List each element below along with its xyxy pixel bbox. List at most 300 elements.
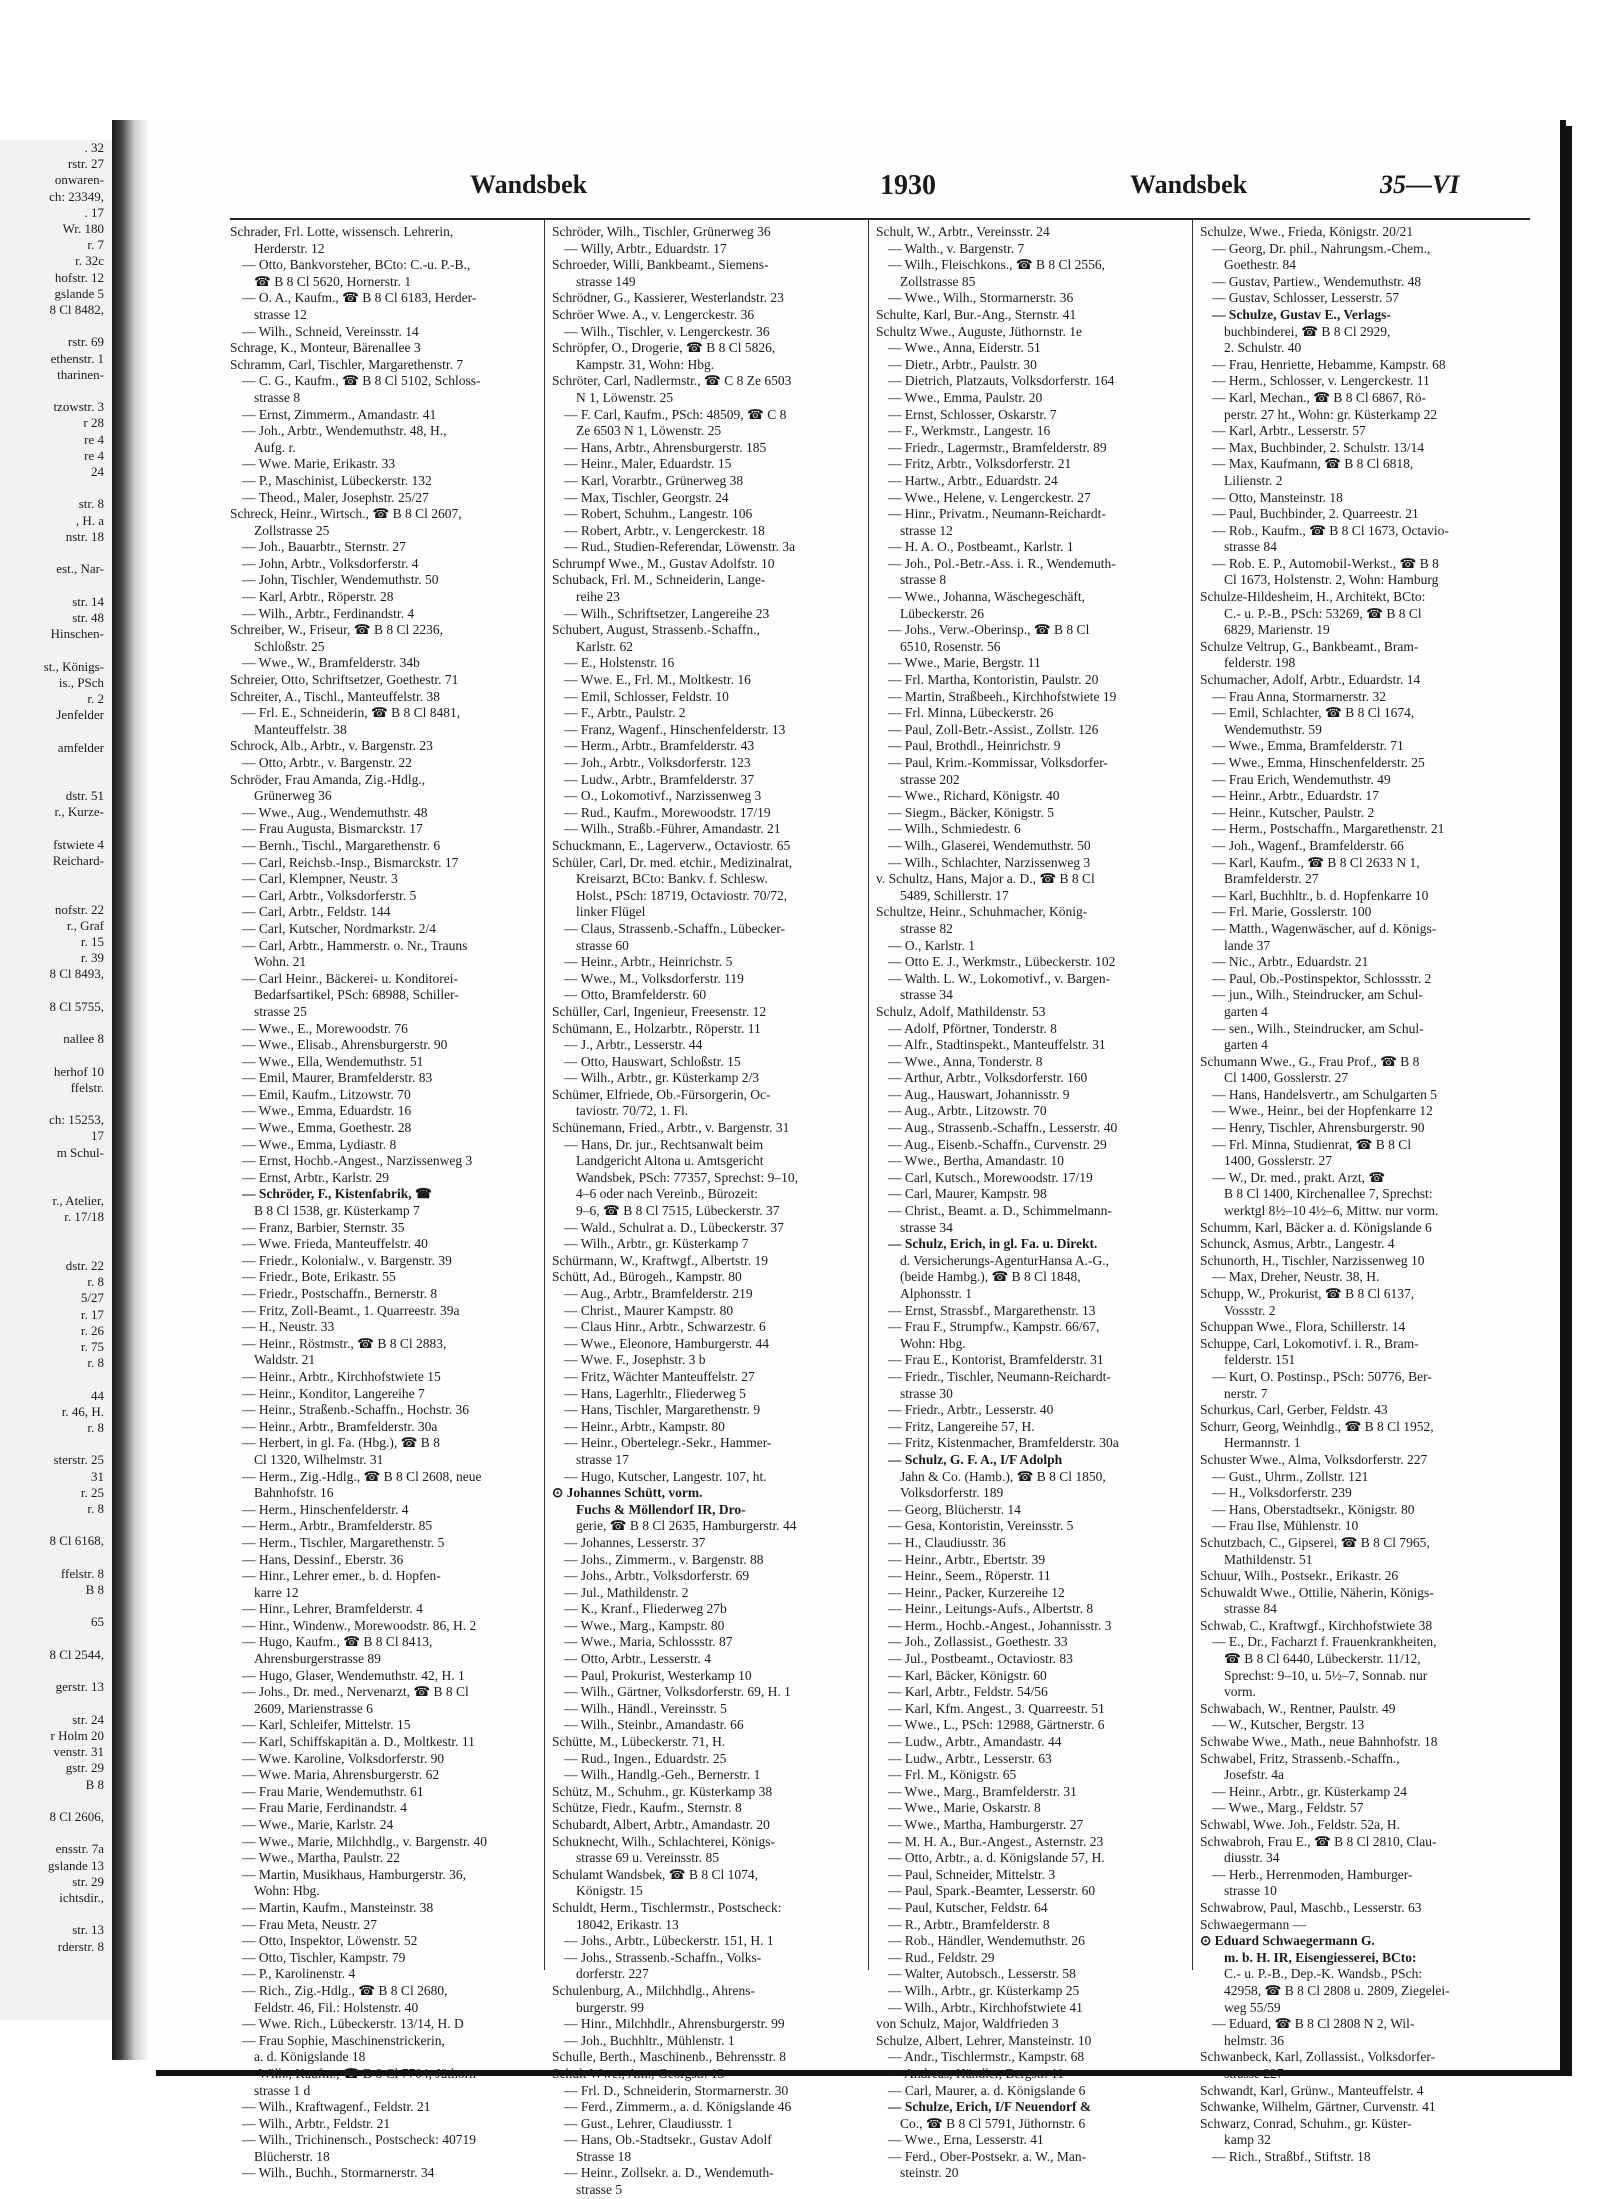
remnant-line bbox=[0, 318, 112, 334]
directory-entry: — Hinr., Windenw., Morewoodstr. 86, H. 2 bbox=[242, 1617, 477, 1633]
directory-entry: — Jul., Mathildenstr. 2 bbox=[564, 1584, 689, 1600]
directory-entry: — Walth., v. Bargenstr. 7 bbox=[888, 240, 1025, 256]
directory-entry: — Wwe., Helene, v. Lengerckestr. 27 bbox=[888, 489, 1091, 505]
directory-entry: — Frau F., Strumpfw., Kampstr. 66/67, bbox=[888, 1319, 1100, 1335]
directory-entry: ☎ B 8 Cl 5620, Hornerstr. 1 bbox=[254, 273, 412, 289]
directory-entry: — Ernst, Zimmerm., Amandastr. 41 bbox=[242, 406, 437, 422]
directory-entry: — Friedr., Tischler, Neumann-Reichardt- bbox=[888, 1368, 1111, 1384]
directory-entry: — Claus, Strassenb.-Schaffn., Lübecker- bbox=[564, 920, 786, 936]
directory-entry: — Wwe., Richard, Königstr. 40 bbox=[888, 788, 1060, 804]
directory-entry: — Johs., Zimmerm., v. Bargenstr. 88 bbox=[564, 1551, 764, 1567]
directory-entry: — Fritz, Zoll-Beamt., 1. Quarreestr. 39a bbox=[242, 1302, 460, 1318]
directory-entry: — J., Arbtr., Lesserstr. 44 bbox=[564, 1037, 703, 1053]
directory-entry: — Wwe., Emma, Eduardstr. 16 bbox=[242, 1103, 412, 1119]
directory-entry: — Karl, Bäcker, Königstr. 60 bbox=[888, 1667, 1047, 1683]
directory-entry: Schulenburg, A., Milchhdlg., Ahrens- bbox=[552, 1982, 755, 1998]
column-divider bbox=[1192, 220, 1193, 1970]
directory-entry: — Otto, Arbtr., v. Bargenstr. 22 bbox=[242, 755, 412, 770]
remnant-line bbox=[0, 821, 112, 837]
directory-entry: Schrader, Frl. Lotte, wissensch. Lehrerin, bbox=[230, 224, 454, 239]
directory-entry: linker Flügel bbox=[576, 904, 646, 920]
directory-entry: — Wwe. Frieda, Manteuffelstr. 40 bbox=[242, 1236, 428, 1252]
remnant-line: 8 Cl 5755, bbox=[49, 998, 104, 1014]
directory-entry: — Wilh., Schmiedestr. 6 bbox=[888, 821, 1021, 837]
remnant-line: 8 Cl 8493, bbox=[49, 966, 104, 982]
directory-entry: — Friedr., Kolonialw., v. Bargenstr. 39 bbox=[242, 1252, 452, 1268]
directory-entry: — Rob. E. P., Automobil-Werkst., ☎ B 8 bbox=[1212, 555, 1439, 571]
remnant-line: 8 Cl 2606, bbox=[49, 1808, 104, 1824]
directory-entry: — Wald., Schulrat a. D., Lübeckerstr. 37 bbox=[564, 1219, 784, 1235]
directory-entry: — Wilh., Steinbr., Amandastr. 66 bbox=[564, 1717, 744, 1733]
directory-entry: Schulz, Adolf, Mathildenstr. 53 bbox=[876, 1003, 1046, 1019]
remnant-line: 24 bbox=[91, 464, 104, 480]
directory-entry: — Georg, Dr. phil., Nahrungsm.-Chem., bbox=[1212, 240, 1431, 256]
directory-entry: — Wwe., Marie, Milchhdlg., v. Bargenstr. 40 bbox=[242, 1833, 487, 1849]
directory-entry: — Carl, Arbtr., Feldstr. 144 bbox=[242, 904, 391, 920]
directory-entry: 18042, Erikastr. 13 bbox=[576, 1916, 679, 1932]
directory-entry: B 8 Cl 1400, Kirchenallee 7, Sprechst: bbox=[1224, 1186, 1433, 1202]
directory-entry: Bedarfsartikel, PSch: 68988, Schiller- bbox=[254, 987, 459, 1003]
directory-entry: — Paul, Buchbinder, 2. Quarreestr. 21 bbox=[1212, 506, 1419, 522]
directory-entry: Bahnhofstr. 16 bbox=[254, 1485, 334, 1501]
directory-entry: — Wilh., Arbtr., gr. Küsterkamp 2/3 bbox=[564, 1070, 759, 1086]
directory-entry: — Heinr., Arbtr., Eduardstr. 17 bbox=[1212, 788, 1379, 804]
remnant-line: r. 17/18 bbox=[64, 1209, 104, 1225]
directory-entry: — Wwe., Johanna, Wäschegeschäft, bbox=[888, 589, 1086, 605]
directory-entry: Schutzbach, C., Gipserei, ☎ B 8 Cl 7965, bbox=[1200, 1534, 1430, 1550]
directory-entry: Schulze, Wwe., Frieda, Königstr. 20/21 bbox=[1200, 224, 1414, 239]
directory-entry: Ze 6503 N 1, Löwenstr. 25 bbox=[576, 423, 722, 439]
directory-entry: strasse 10 bbox=[1224, 1883, 1277, 1899]
directory-entry: Schwanke, Wilhelm, Gärtner, Curvenstr. 41 bbox=[1200, 2099, 1436, 2115]
directory-entry: — Wwe., Martha, Hamburgerstr. 27 bbox=[888, 1817, 1084, 1832]
remnant-line bbox=[0, 1517, 112, 1533]
directory-entry: Schurkus, Carl, Gerber, Feldstr. 43 bbox=[1200, 1402, 1388, 1418]
remnant-line bbox=[0, 1906, 112, 1922]
remnant-line: r. 8 bbox=[87, 1501, 104, 1517]
directory-entry: — Rud., Kaufm., Morewoodstr. 17/19 bbox=[564, 804, 771, 820]
remnant-line: r. 8 bbox=[87, 1355, 104, 1371]
directory-entry: — Carl, Arbtr., Volksdorferstr. 5 bbox=[242, 887, 417, 903]
directory-entry: Schwabe Wwe., Math., neue Bahnhofstr. 18 bbox=[1200, 1734, 1438, 1750]
directory-entry: — Wwe., Bertha, Amandastr. 10 bbox=[888, 1153, 1064, 1169]
directory-entry: — Wwe., Emma, Hinschenfelderstr. 25 bbox=[1212, 755, 1425, 770]
directory-entry: — Aug., Arbtr., Bramfelderstr. 219 bbox=[564, 1286, 753, 1301]
directory-entry: — Wwe., Marie, Karlstr. 24 bbox=[242, 1817, 394, 1832]
directory-entry: — Paul, Spark.-Beamter, Lesserstr. 60 bbox=[888, 1883, 1096, 1899]
directory-entry: — Heinr., Zollsekr. a. D., Wendemuth- bbox=[564, 2165, 774, 2181]
directory-entry: — Hinr., Privatm., Neumann-Reichardt- bbox=[888, 506, 1106, 522]
directory-entry: Kampstr. 31, Wohn: Hbg. bbox=[576, 356, 715, 372]
directory-entry: Schroeder, Willi, Bankbeamt., Siemens- bbox=[552, 257, 769, 273]
directory-entry: — Hans, Tischler, Margarethenstr. 9 bbox=[564, 1402, 761, 1418]
directory-entry: Schwabel, Fritz, Strassenb.-Schaffn., bbox=[1200, 1750, 1400, 1766]
directory-entry: Schuster Wwe., Alma, Volksdorferstr. 227 bbox=[1200, 1451, 1428, 1467]
directory-entry: — Karl, Schleifer, Mittelstr. 15 bbox=[242, 1717, 411, 1733]
remnant-line: ch: 15253, bbox=[49, 1112, 104, 1128]
remnant-line: r. 25 bbox=[80, 1484, 104, 1500]
directory-entry: — Frau Erich, Wendemuthstr. 49 bbox=[1212, 771, 1391, 787]
directory-entry: Schütz, M., Schuhm., gr. Küsterkamp 38 bbox=[552, 1783, 773, 1799]
directory-entry: — Frau Meta, Neustr. 27 bbox=[242, 1916, 377, 1932]
remnant-line bbox=[0, 1177, 112, 1193]
directory-columns bbox=[230, 218, 1530, 2198]
remnant-line: 31 bbox=[91, 1468, 104, 1484]
directory-entry: — Paul, Ob.-Postinspektor, Schlossstr. 2 bbox=[1212, 970, 1432, 986]
directory-entry: Wohn: Hbg. bbox=[254, 1883, 320, 1899]
remnant-line: 65 bbox=[91, 1614, 104, 1630]
remnant-line: r., Kurze- bbox=[54, 804, 104, 820]
directory-entry: — Friedr., Postschaffn., Bernerstr. 8 bbox=[242, 1286, 438, 1301]
remnant-line: r., Atelier, bbox=[52, 1193, 104, 1209]
directory-entry: — F. Carl, Kaufm., PSch: 48509, ☎ C 8 bbox=[564, 406, 787, 422]
directory-entry: — Arthur, Arbtr., Volksdorferstr. 160 bbox=[888, 1070, 1088, 1086]
remnant-line bbox=[0, 1631, 112, 1647]
directory-entry: — Heinr., Straßenb.-Schaffn., Hochstr. 36 bbox=[242, 1402, 469, 1418]
remnant-line: gslande 13 bbox=[48, 1857, 104, 1873]
remnant-line: 44 bbox=[91, 1387, 104, 1403]
directory-entry: Schult, W., Arbtr., Vereinsstr. 24 bbox=[876, 224, 1050, 239]
directory-entry: Schütt, Ad., Bürogeh., Kampstr. 80 bbox=[552, 1269, 742, 1285]
directory-entry: — Carl, Arbtr., Hammerstr. o. Nr., Trauns bbox=[242, 937, 468, 953]
directory-entry: — Wilh., Arbtr., Ferdinandstr. 4 bbox=[242, 605, 415, 621]
directory-entry: Holst., PSch: 18719, Octaviostr. 70/72, bbox=[576, 887, 788, 903]
remnant-line bbox=[0, 1242, 112, 1258]
header-left-title: Wandsbek bbox=[470, 170, 588, 199]
directory-entry: — Wwe. F., Josephstr. 3 b bbox=[564, 1352, 706, 1368]
directory-entry: — Joh., Zollassist., Goethestr. 33 bbox=[888, 1634, 1068, 1650]
directory-entry: — Carl, Maurer, a. d. Königslande 6 bbox=[888, 2082, 1086, 2098]
directory-entry: — Wilh., Arbtr., Kirchhofstwiete 41 bbox=[888, 1999, 1083, 2015]
directory-entry: 42958, ☎ B 8 Cl 2808 u. 2809, Ziegelei- bbox=[1224, 1982, 1450, 1998]
directory-entry: — Otto, Arbtr., a. d. Königslande 57, H. bbox=[888, 1850, 1105, 1866]
directory-entry: — H., Volksdorferstr. 239 bbox=[1212, 1485, 1352, 1501]
directory-entry: Karlstr. 62 bbox=[576, 638, 633, 654]
directory-entry: — Ludw., Arbtr., Bramfelderstr. 37 bbox=[564, 771, 754, 787]
directory-entry: — Carl, Kutsch., Morewoodstr. 17/19 bbox=[888, 1169, 1093, 1185]
directory-entry: — Johannes, Lesserstr. 37 bbox=[564, 1534, 706, 1550]
directory-entry: — Hinr., Lehrer emer., b. d. Hopfen- bbox=[242, 1568, 441, 1584]
remnant-line: 5/27 bbox=[80, 1290, 104, 1306]
remnant-line: hofstr. 12 bbox=[54, 269, 104, 285]
directory-entry: — Heinr., Röstmstr., ☎ B 8 Cl 2883, bbox=[242, 1335, 447, 1351]
directory-entry: — Emil, Schlosser, Feldstr. 10 bbox=[564, 688, 729, 704]
directory-entry: — Johs., Arbtr., Lübeckerstr. 151, H. 1 bbox=[564, 1933, 774, 1949]
directory-entry: — Paul, Zoll-Betr.-Assist., Zollstr. 126 bbox=[888, 721, 1099, 737]
directory-entry: — Wwe., M., Volksdorferstr. 119 bbox=[564, 970, 744, 986]
directory-entry: — Schulze, Erich, I/F Neuendorf & bbox=[888, 2099, 1092, 2115]
remnant-line: 17 bbox=[91, 1128, 104, 1144]
remnant-line: tzowstr. 3 bbox=[53, 399, 104, 415]
directory-entry: Schwabl, Wwe. Joh., Feldstr. 52a, H. bbox=[1200, 1817, 1400, 1832]
directory-entry: Schreiber, W., Friseur, ☎ B 8 Cl 2236, bbox=[230, 622, 443, 638]
directory-entry: — Dietr., Arbtr., Paulstr. 30 bbox=[888, 356, 1037, 372]
directory-entry: — Otto, Mansteinstr. 18 bbox=[1212, 489, 1343, 505]
directory-entry: Schwabrow, Paul, Maschb., Lesserstr. 63 bbox=[1200, 1899, 1422, 1915]
directory-entry: Schumacher, Adolf, Arbtr., Eduardstr. 14 bbox=[1200, 672, 1421, 688]
directory-entry: — Wilh., Schlachter, Narzissenweg 3 bbox=[888, 854, 1091, 870]
directory-entry: — Wilh., Händl., Vereinsstr. 5 bbox=[564, 1700, 727, 1716]
directory-entry: strasse 149 bbox=[576, 273, 636, 289]
directory-entry: — Friedr., Bote, Erikastr. 55 bbox=[242, 1269, 396, 1285]
directory-entry: 9–6, ☎ B 8 Cl 7515, Lübeckerstr. 37 bbox=[576, 1203, 780, 1219]
remnant-line: ichtsdir., bbox=[59, 1889, 104, 1905]
directory-entry: — Wwe., Anna, Eiderstr. 51 bbox=[888, 340, 1041, 356]
directory-entry: — Heinr., Leitungs-Aufs., Albertstr. 8 bbox=[888, 1601, 1094, 1617]
directory-entry: strasse 1 d bbox=[254, 2082, 311, 2098]
directory-entry: — Frau, Henriette, Hebamme, Kampstr. 68 bbox=[1212, 356, 1446, 372]
directory-entry: Manteuffelstr. 38 bbox=[254, 721, 347, 737]
directory-entry: Schuur, Wilh., Postsekr., Erikastr. 26 bbox=[1200, 1568, 1399, 1584]
directory-entry: — Schröder, F., Kistenfabrik, ☎ bbox=[242, 1186, 432, 1202]
remnant-line bbox=[0, 545, 112, 561]
directory-entry: — Wwe., E., Morewoodstr. 76 bbox=[242, 1020, 408, 1036]
directory-entry: Ahrensburgerstrasse 89 bbox=[254, 1651, 381, 1667]
directory-entry: — Joh., Pol.-Betr.-Ass. i. R., Wendemuth- bbox=[888, 555, 1116, 571]
directory-entry: Schrock, Alb., Arbtr., v. Bargenstr. 23 bbox=[230, 738, 433, 754]
remnant-line: rstr. 69 bbox=[67, 334, 104, 350]
directory-entry: — Max, Tischler, Georgstr. 24 bbox=[564, 489, 729, 505]
directory-entry: — Wwe. Maria, Ahrensburgerstr. 62 bbox=[242, 1767, 440, 1783]
directory-entry: — Hugo, Kutscher, Langestr. 107, ht. bbox=[564, 1468, 767, 1484]
remnant-line: fstwiete 4 bbox=[53, 836, 104, 852]
directory-entry: Cl 1400, Gosslerstr. 27 bbox=[1224, 1070, 1349, 1086]
remnant-line: amfelder bbox=[57, 739, 104, 755]
directory-entry: — Wwe., Marg., Feldstr. 57 bbox=[1212, 1800, 1364, 1816]
directory-entry: — Hans, Arbtr., Ahrensburgerstr. 185 bbox=[564, 439, 767, 455]
directory-entry: C.- u. P.-B., PSch: 53269, ☎ B 8 Cl bbox=[1224, 605, 1422, 621]
directory-entry: Schünemann, Fried., Arbtr., v. Bargenstr. 31 bbox=[552, 1120, 790, 1136]
directory-entry: Goethestr. 84 bbox=[1224, 257, 1296, 273]
directory-entry: — Herm., Zig.-Hdlg., ☎ B 8 Cl 2608, neue bbox=[242, 1468, 482, 1484]
directory-entry: N 1, Löwenstr. 25 bbox=[576, 389, 674, 405]
directory-entry: — O. A., Kaufm., ☎ B 8 Cl 6183, Herder- bbox=[242, 290, 477, 306]
directory-entry: Josefstr. 4a bbox=[1224, 1767, 1284, 1783]
directory-entry: Königstr. 15 bbox=[576, 1883, 643, 1899]
directory-entry: — Karl, Kaufm., ☎ B 8 Cl 2633 N 1, bbox=[1212, 854, 1420, 870]
remnant-line: gstr. 29 bbox=[65, 1760, 104, 1776]
directory-entry: Bramfelderstr. 27 bbox=[1224, 871, 1319, 887]
directory-entry: kamp 32 bbox=[1224, 2132, 1271, 2148]
directory-entry: Schwarz, Conrad, Schuhm., gr. Küster- bbox=[1200, 2115, 1412, 2131]
directory-entry: Schuknecht, Wilh., Schlachterei, Königs- bbox=[552, 1833, 776, 1849]
directory-entry: — Herm., Hochb.-Angest., Johannisstr. 3 bbox=[888, 1617, 1112, 1633]
directory-entry: ☎ B 8 Cl 6440, Lübeckerstr. 11/12, bbox=[1224, 1651, 1421, 1667]
directory-entry: Schümer, Elfriede, Ob.-Fürsorgerin, Oc- bbox=[552, 1086, 771, 1102]
directory-entry: strasse 69 u. Vereinsstr. 85 bbox=[576, 1850, 719, 1866]
directory-entry: — Frl. Minna, Studienrat, ☎ B 8 Cl bbox=[1212, 1136, 1412, 1152]
directory-entry: — Gustav, Partiew., Wendemuthstr. 48 bbox=[1212, 273, 1422, 289]
remnant-line bbox=[0, 1015, 112, 1031]
directory-entry: felderstr. 151 bbox=[1224, 1352, 1296, 1368]
directory-entry: — Ferd., Zimmerm., a. d. Königslande 46 bbox=[564, 2099, 792, 2115]
directory-entry: — Carl, Klempner, Neustr. 3 bbox=[242, 871, 398, 887]
remnant-line bbox=[0, 756, 112, 772]
remnant-line bbox=[0, 1663, 112, 1679]
remnant-line: Jenfelder bbox=[56, 707, 104, 723]
directory-entry: — Martin, Straßbeeh., Kirchhofstwiete 19 bbox=[888, 688, 1117, 704]
directory-entry: — Frau Anna, Stormarnerstr. 32 bbox=[1212, 688, 1386, 704]
directory-entry: — W., Kutscher, Bergstr. 13 bbox=[1212, 1717, 1365, 1733]
directory-entry: — Ernst, Schlosser, Oskarstr. 7 bbox=[888, 406, 1057, 422]
directory-entry: — Otto, Hauswart, Schloßstr. 15 bbox=[564, 1053, 741, 1069]
directory-entry: 6829, Marienstr. 19 bbox=[1224, 622, 1330, 638]
remnant-line: ethenstr. 1 bbox=[50, 350, 104, 366]
directory-entry: — Heinr., Maler, Eduardstr. 15 bbox=[564, 456, 732, 472]
directory-entry: — Alfr., Stadtinspekt., Manteuffelstr. 31 bbox=[888, 1037, 1106, 1053]
directory-entry: strasse 17 bbox=[576, 1451, 629, 1467]
directory-entry: — Emil, Kaufm., Litzowstr. 70 bbox=[242, 1086, 411, 1102]
directory-entry: — Martin, Musikhaus, Hamburgerstr. 36, bbox=[242, 1866, 466, 1882]
directory-entry: — Frl. Martha, Kontoristin, Paulstr. 20 bbox=[888, 672, 1099, 688]
directory-entry: — Wilh., Arbtr., gr. Küsterkamp 7 bbox=[564, 1236, 749, 1252]
directory-entry: — Heinr., Arbtr., Kampstr. 80 bbox=[564, 1418, 725, 1434]
directory-entry: — R., Arbtr., Bramfelderstr. 8 bbox=[888, 1916, 1050, 1932]
remnant-line: B 8 bbox=[85, 1776, 104, 1792]
remnant-line bbox=[0, 642, 112, 658]
directory-entry: — Gustav, Schlosser, Lesserstr. 57 bbox=[1212, 290, 1400, 306]
directory-entry: — Frau Marie, Wendemuthstr. 61 bbox=[242, 1783, 424, 1799]
directory-entry: Strasse 18 bbox=[576, 2148, 632, 2164]
directory-entry: Schröer Wwe. A., v. Lengerckestr. 36 bbox=[552, 306, 755, 322]
directory-entry: — Joh., Buchhltr., Mühlenstr. 1 bbox=[564, 2032, 735, 2048]
directory-entry: — Hans, Oberstadtsekr., Königstr. 80 bbox=[1212, 1501, 1415, 1517]
directory-entry: Herderstr. 12 bbox=[254, 240, 325, 256]
directory-entry: — Joh., Arbtr., Volksdorferstr. 123 bbox=[564, 755, 751, 770]
directory-entry: — Schulz, Erich, in gl. Fa. u. Direkt. bbox=[888, 1236, 1098, 1252]
directory-entry: — Wwe., Marie, Bergstr. 11 bbox=[888, 655, 1041, 671]
directory-entry: — Hans, Dessinf., Eberstr. 36 bbox=[242, 1551, 404, 1567]
directory-entry: Schuldt, Herm., Tischlermstr., Postscheck: bbox=[552, 1899, 782, 1915]
header-year: 1930 bbox=[880, 170, 936, 201]
directory-entry: Aufg. r. bbox=[254, 439, 296, 455]
remnant-line: r 28 bbox=[83, 415, 104, 431]
remnant-line: r. 7 bbox=[87, 237, 104, 253]
directory-entry: — Herbert, in gl. Fa. (Hbg.), ☎ B 8 bbox=[242, 1435, 440, 1451]
directory-entry: — Wwe., Emma, Lydiastr. 8 bbox=[242, 1136, 397, 1152]
directory-entry: strasse 84 bbox=[1224, 539, 1277, 555]
directory-entry: Zollstrasse 25 bbox=[254, 522, 330, 538]
directory-entry: C.- u. P.-B., Dep.-K. Wandsb., PSch: bbox=[1224, 1966, 1423, 1982]
column-2 bbox=[552, 224, 858, 2198]
directory-entry: — Paul, Krim.-Kommissar, Volksdorfer- bbox=[888, 755, 1108, 770]
directory-entry: strasse 60 bbox=[576, 937, 629, 953]
directory-entry: Schütte, M., Lübeckerstr. 71, H. bbox=[552, 1734, 726, 1750]
directory-entry: strasse 34 bbox=[900, 987, 953, 1003]
directory-entry: — Wwe., Erna, Lesserstr. 41 bbox=[888, 2132, 1044, 2148]
directory-entry: m. b. H. IR, Eisengiesserei, BCto: bbox=[1224, 1949, 1417, 1965]
directory-entry: nerstr. 7 bbox=[1224, 1385, 1268, 1401]
directory-entry: dorferstr. 227 bbox=[576, 1966, 649, 1982]
directory-entry: Schwab, C., Kraftwgf., Kirchhofstwiete 38 bbox=[1200, 1617, 1433, 1633]
directory-entry: — Herb., Herrenmoden, Hamburger- bbox=[1212, 1866, 1413, 1882]
directory-entry: strasse 8 bbox=[900, 572, 947, 588]
directory-entry: Sprechst: 9–10, u. 5½–7, Sonnab. nur bbox=[1224, 1667, 1428, 1683]
directory-entry: — O., Karlstr. 1 bbox=[888, 937, 975, 953]
directory-entry: — Heinr., Arbtr., Heinrichstr. 5 bbox=[564, 954, 733, 970]
directory-entry: — Emil, Schlachter, ☎ B 8 Cl 1674, bbox=[1212, 705, 1415, 721]
directory-entry: — F., Arbtr., Paulstr. 2 bbox=[564, 705, 686, 721]
directory-entry: — Heinr., Obertelegr.-Sekr., Hammer- bbox=[564, 1435, 772, 1451]
directory-entry: — Walth. L. W., Lokomotivf., v. Bargen- bbox=[888, 970, 1111, 986]
directory-entry: — Frl. D., Schneiderin, Stormarnerstr. 30 bbox=[564, 2082, 789, 2098]
directory-entry: — Rich., Straßbf., Stiftstr. 18 bbox=[1212, 2148, 1371, 2164]
directory-entry: — Wwe., Aug., Wendemuthstr. 48 bbox=[242, 804, 428, 820]
directory-entry: weg 55/59 bbox=[1224, 1999, 1281, 2015]
directory-entry: von Schulz, Major, Waldfrieden 3 bbox=[876, 2016, 1059, 2032]
directory-entry: Schunorth, H., Tischler, Narzissenweg 10 bbox=[1200, 1252, 1425, 1268]
directory-entry: Cl 1320, Wilhelmstr. 31 bbox=[254, 1451, 384, 1467]
directory-entry: burgerstr. 99 bbox=[576, 1999, 644, 2015]
directory-entry: — Claus Hinr., Arbtr., Schwarzestr. 6 bbox=[564, 1319, 766, 1335]
directory-entry: — Wwe. E., Frl. M., Moltkestr. 16 bbox=[564, 672, 751, 688]
remnant-line: rderstr. 8 bbox=[57, 1938, 104, 1954]
directory-entry: — Henry, Tischler, Ahrensburgerstr. 90 bbox=[1212, 1120, 1425, 1136]
directory-entry: Schuckmann, E., Lagerverw., Octaviostr. 65 bbox=[552, 837, 791, 853]
remnant-line: . 32 bbox=[84, 140, 104, 155]
directory-entry: — Willy, Arbtr., Eduardstr. 17 bbox=[564, 240, 727, 256]
directory-entry: — Wwe., Anna, Tonderstr. 8 bbox=[888, 1053, 1043, 1069]
directory-entry: — Eduard, ☎ B 8 Cl 2808 N 2, Wil- bbox=[1212, 2016, 1415, 2032]
directory-entry: Grünerweg 36 bbox=[254, 788, 332, 804]
directory-entry: Alphonsstr. 1 bbox=[900, 1286, 973, 1301]
directory-entry: — Aug., Strassenb.-Schaffn., Lesserstr. 40 bbox=[888, 1120, 1118, 1136]
directory-entry: — Rud., Feldstr. 29 bbox=[888, 1949, 995, 1965]
remnant-line: gerstr. 13 bbox=[55, 1679, 104, 1695]
directory-entry: — Martin, Kaufm., Mansteinstr. 38 bbox=[242, 1899, 434, 1915]
page-header bbox=[230, 170, 1530, 210]
directory-entry: — Hinr., Milchhdlr., Ahrensburgerstr. 99 bbox=[564, 2016, 785, 2032]
directory-entry: Schreier, Otto, Schriftsetzer, Goethestr. 71 bbox=[230, 672, 459, 688]
remnant-line bbox=[0, 1096, 112, 1112]
directory-entry: — Carl Heinr., Bäckerei- u. Konditorei- bbox=[242, 970, 458, 986]
directory-entry: — Johs., Verw.-Oberinsp., ☎ B 8 Cl bbox=[888, 622, 1090, 638]
directory-entry: — O., Lokomotivf., Narzissenweg 3 bbox=[564, 788, 762, 804]
directory-entry: — Wilh., Kaufm., ☎ B 8 Cl 7704, Jüthorn bbox=[242, 2065, 476, 2081]
directory-entry: Schuback, Frl. M., Schneiderin, Lange- bbox=[552, 572, 766, 588]
directory-entry: Wohn. 21 bbox=[254, 954, 307, 970]
directory-entry: — Carl, Reichsb.-Insp., Bismarckstr. 17 bbox=[242, 854, 459, 870]
directory-entry: Schüler, Carl, Dr. med. etchir., Medizinalrat, bbox=[552, 854, 793, 870]
directory-entry: Schulamt Wandsbek, ☎ B 8 Cl 1074, bbox=[552, 1866, 758, 1882]
remnant-line: venstr. 31 bbox=[53, 1744, 104, 1760]
directory-entry: 5489, Schillerstr. 17 bbox=[900, 887, 1009, 903]
directory-entry: — Wwe., Eleonore, Hamburgerstr. 44 bbox=[564, 1335, 769, 1351]
directory-entry: — Adolf, Pförtner, Tonderstr. 8 bbox=[888, 1020, 1057, 1036]
remnant-line bbox=[0, 723, 112, 739]
directory-entry: Feldstr. 46, Fil.: Holstenstr. 40 bbox=[254, 1999, 419, 2015]
directory-entry: ⊙ Eduard Schwaegermann G. bbox=[1200, 1933, 1375, 1949]
directory-entry: — Fritz, Wächter Manteuffelstr. 27 bbox=[564, 1368, 755, 1384]
directory-entry: — Rich., Zig.-Hdlg., ☎ B 8 Cl 2680, bbox=[242, 1982, 448, 1998]
directory-entry: — Heinr., Seem., Röperstr. 11 bbox=[888, 1568, 1051, 1584]
directory-entry: — Kurt, O. Postinsp., PSch: 50776, Ber- bbox=[1212, 1368, 1432, 1384]
directory-entry: Schrödner, G., Kassierer, Westerlandstr. 23 bbox=[552, 290, 784, 306]
directory-entry: Schümann, E., Holzarbtr., Röperstr. 11 bbox=[552, 1020, 761, 1036]
directory-entry: — Wwe., Marg., Bramfelderstr. 31 bbox=[888, 1783, 1077, 1799]
directory-entry: lande 37 bbox=[1224, 937, 1271, 953]
directory-entry: — P., Karolinenstr. 4 bbox=[242, 1966, 356, 1982]
directory-entry: — Wwe., Maria, Schlossstr. 87 bbox=[564, 1634, 733, 1650]
directory-entry: Schumann Wwe., G., Frau Prof., ☎ B 8 bbox=[1200, 1053, 1420, 1069]
directory-entry: Schröder, Frau Amanda, Zig.-Hdlg., bbox=[230, 771, 426, 787]
directory-entry: — Hugo, Glaser, Wendemuthstr. 42, H. 1 bbox=[242, 1667, 465, 1683]
directory-entry: — John, Arbtr., Volksdorferstr. 4 bbox=[242, 555, 419, 571]
directory-entry: — Wwe., W., Bramfelderstr. 34b bbox=[242, 655, 420, 671]
directory-entry: — Dietrich, Platzauts, Volksdorferstr. 164 bbox=[888, 373, 1115, 389]
remnant-line bbox=[0, 772, 112, 788]
directory-entry: Schulle, Berth., Maschinenb., Behrensstr. 8 bbox=[552, 2049, 786, 2065]
